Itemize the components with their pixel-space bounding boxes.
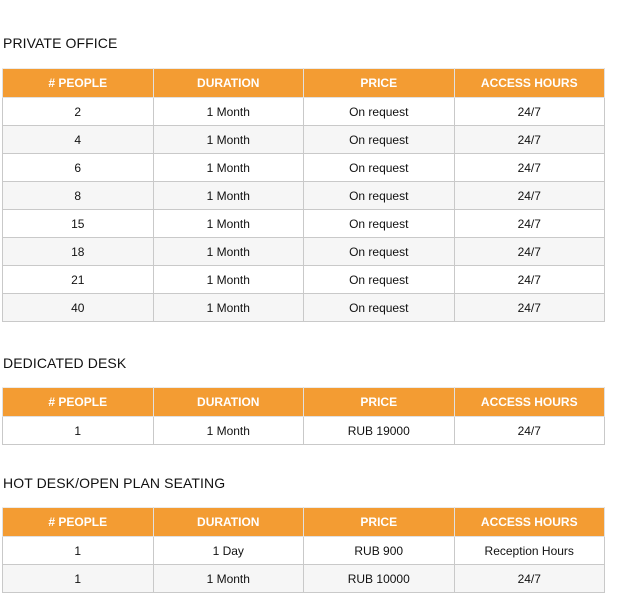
column-header-price: PRICE — [304, 388, 455, 417]
column-header-people: # PEOPLE — [3, 69, 154, 98]
table-header-row — [3, 508, 605, 537]
cell-access-hours: 24/7 — [454, 238, 605, 266]
cell-duration: 1 Month — [153, 126, 304, 154]
cell-duration: 1 Month — [153, 417, 304, 445]
column-header-access-hours: ACCESS HOURS — [454, 69, 605, 98]
table-header-row — [3, 69, 605, 98]
private-office-table — [2, 68, 605, 322]
cell-duration: 1 Month — [153, 294, 304, 322]
cell-duration: 1 Month — [153, 182, 304, 210]
column-header-duration: DURATION — [153, 388, 304, 417]
cell-people: 40 — [3, 294, 154, 322]
section-title-hot-desk: HOT DESK/OPEN PLAN SEATING — [3, 475, 226, 491]
cell-duration: 1 Day — [153, 537, 304, 565]
table-row — [3, 210, 605, 238]
table-header-row — [3, 388, 605, 417]
cell-duration: 1 Month — [153, 154, 304, 182]
cell-price: On request — [304, 126, 455, 154]
cell-access-hours: 24/7 — [454, 126, 605, 154]
cell-access-hours: 24/7 — [454, 210, 605, 238]
cell-price: RUB 10000 — [304, 565, 455, 593]
table-row — [3, 98, 605, 126]
dedicated-desk-table — [2, 387, 605, 445]
cell-access-hours: 24/7 — [454, 154, 605, 182]
cell-people: 1 — [3, 417, 154, 445]
cell-price: On request — [304, 266, 455, 294]
column-header-access-hours: ACCESS HOURS — [454, 388, 605, 417]
cell-people: 6 — [3, 154, 154, 182]
cell-access-hours: 24/7 — [454, 294, 605, 322]
cell-access-hours: 24/7 — [454, 182, 605, 210]
table-row — [3, 417, 605, 445]
cell-price: On request — [304, 238, 455, 266]
cell-price: RUB 19000 — [304, 417, 455, 445]
cell-access-hours: 24/7 — [454, 266, 605, 294]
cell-duration: 1 Month — [153, 98, 304, 126]
cell-price: On request — [304, 182, 455, 210]
cell-price: On request — [304, 98, 455, 126]
cell-access-hours: Reception Hours — [454, 537, 605, 565]
cell-people: 21 — [3, 266, 154, 294]
cell-people: 4 — [3, 126, 154, 154]
cell-price: RUB 900 — [304, 537, 455, 565]
table-row — [3, 238, 605, 266]
column-header-access-hours: ACCESS HOURS — [454, 508, 605, 537]
cell-access-hours: 24/7 — [454, 565, 605, 593]
cell-people: 1 — [3, 537, 154, 565]
cell-duration: 1 Month — [153, 565, 304, 593]
column-header-price: PRICE — [304, 508, 455, 537]
column-header-duration: DURATION — [153, 508, 304, 537]
column-header-duration: DURATION — [153, 69, 304, 98]
cell-people: 8 — [3, 182, 154, 210]
table-row — [3, 266, 605, 294]
table-row — [3, 294, 605, 322]
section-title-dedicated-desk: DEDICATED DESK — [3, 355, 127, 371]
cell-price: On request — [304, 154, 455, 182]
cell-price: On request — [304, 294, 455, 322]
section-title-private-office: PRIVATE OFFICE — [3, 35, 118, 51]
cell-people: 18 — [3, 238, 154, 266]
column-header-people: # PEOPLE — [3, 388, 154, 417]
column-header-people: # PEOPLE — [3, 508, 154, 537]
cell-people: 15 — [3, 210, 154, 238]
hot-desk-table — [2, 507, 605, 593]
column-header-price: PRICE — [304, 69, 455, 98]
cell-people: 2 — [3, 98, 154, 126]
cell-price: On request — [304, 210, 455, 238]
cell-duration: 1 Month — [153, 266, 304, 294]
table-row — [3, 126, 605, 154]
table-row — [3, 154, 605, 182]
cell-people: 1 — [3, 565, 154, 593]
table-row — [3, 537, 605, 565]
cell-access-hours: 24/7 — [454, 98, 605, 126]
table-row — [3, 182, 605, 210]
cell-access-hours: 24/7 — [454, 417, 605, 445]
cell-duration: 1 Month — [153, 210, 304, 238]
table-row — [3, 565, 605, 593]
cell-duration: 1 Month — [153, 238, 304, 266]
